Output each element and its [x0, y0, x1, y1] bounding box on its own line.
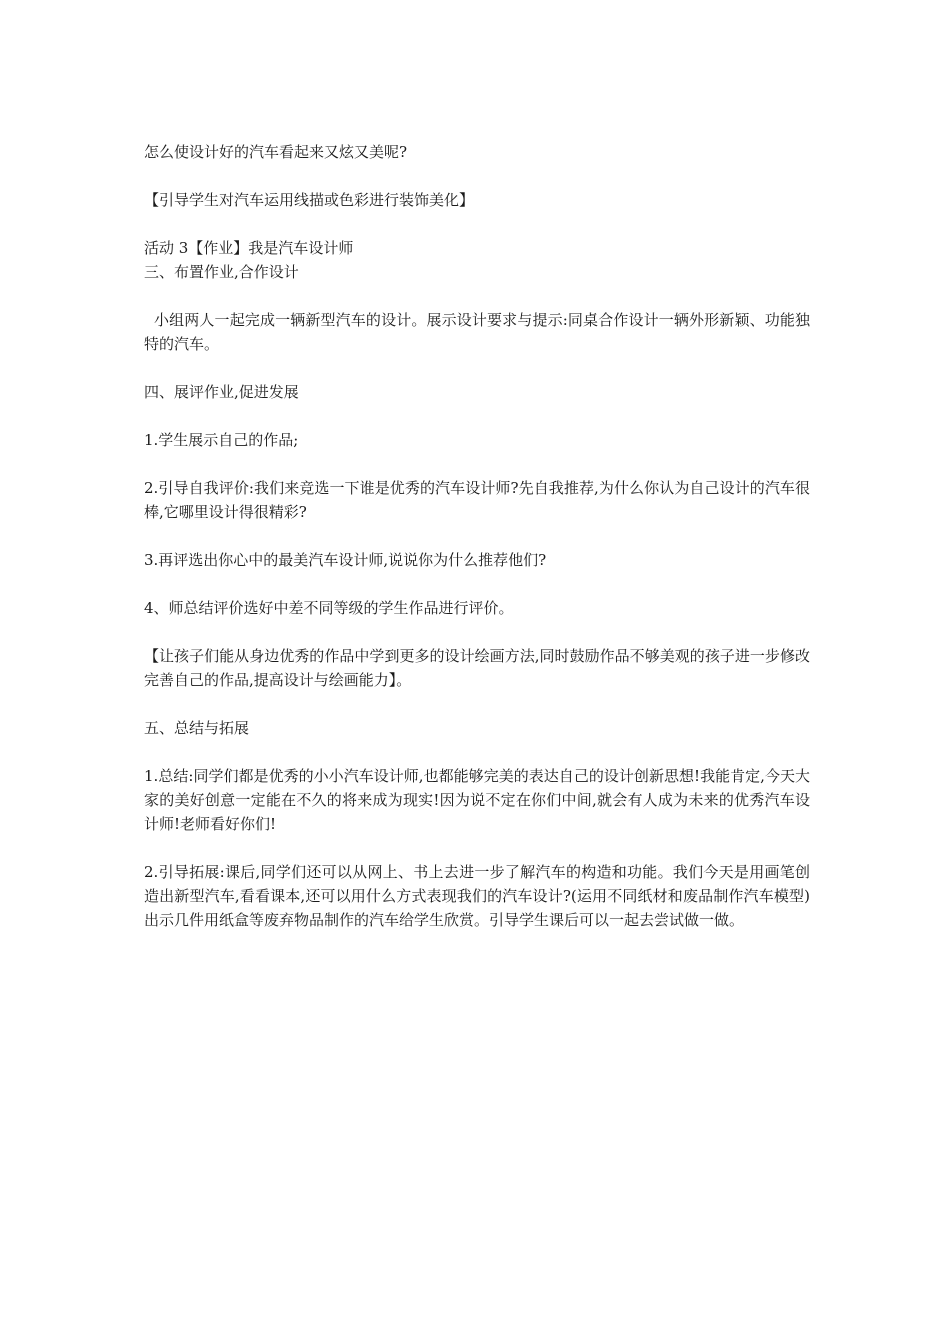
list-item-4: 4、师总结评价选好中差不同等级的学生作品进行评价。 — [144, 599, 514, 617]
list-item-2: 2.引导自我评价:我们来竞选一下谁是优秀的汽车设计师?先自我推荐,为什么你认为自己设计的汽车很棒,它哪里设计得很精彩? — [144, 479, 810, 521]
paragraph-guidance-decoration: 【引导学生对汽车运用线描或色彩进行装饰美化】 — [144, 191, 475, 209]
paragraph-guidance-improve: 【让孩子们能从身边优秀的作品中学到更多的设计绘画方法,同时鼓励作品不够美观的孩子进一步修改完善自己的作品,提高设计与绘画能力】。 — [144, 647, 810, 689]
list-item-1: 1.学生展示自己的作品; — [144, 431, 299, 449]
section-heading-assign-homework: 三、布置作业,合作设计 — [144, 263, 299, 281]
paragraph-question: 怎么使设计好的汽车看起来又炫又美呢? — [144, 143, 408, 161]
document-body — [144, 140, 810, 956]
section-heading-evaluate: 四、展评作业,促进发展 — [144, 383, 299, 401]
summary-item-2: 2.引导拓展:课后,同学们还可以从网上、书上去进一步了解汽车的构造和功能。我们今天是用画笔创造出新型汽车,看看课本,还可以用什么方式表现我们的汽车设计?(运用不同纸材和废品制作汽车模型)出示几件用纸盒等废弃物品制作的汽车给学生欣赏。引导学生课后可以一起去尝试做一做。 — [144, 863, 810, 929]
paragraph-group-task: 小组两人一起完成一辆新型汽车的设计。展示设计要求与提示:同桌合作设计一辆外形新颖、功能独特的汽车。 — [144, 311, 810, 353]
section-heading-summary: 五、总结与拓展 — [144, 719, 250, 737]
activity-heading: 活动 3【作业】我是汽车设计师 — [144, 239, 354, 257]
list-item-3: 3.再评选出你心中的最美汽车设计师,说说你为什么推荐他们? — [144, 551, 547, 569]
summary-item-1: 1.总结:同学们都是优秀的小小汽车设计师,也都能够完美的表达自己的设计创新思想!我能肯定,今天大家的美好创意一定能在不久的将来成为现实!因为说不定在你们中间,就会有人成为未来的优秀汽车设计师!老师看好你们! — [144, 767, 810, 833]
